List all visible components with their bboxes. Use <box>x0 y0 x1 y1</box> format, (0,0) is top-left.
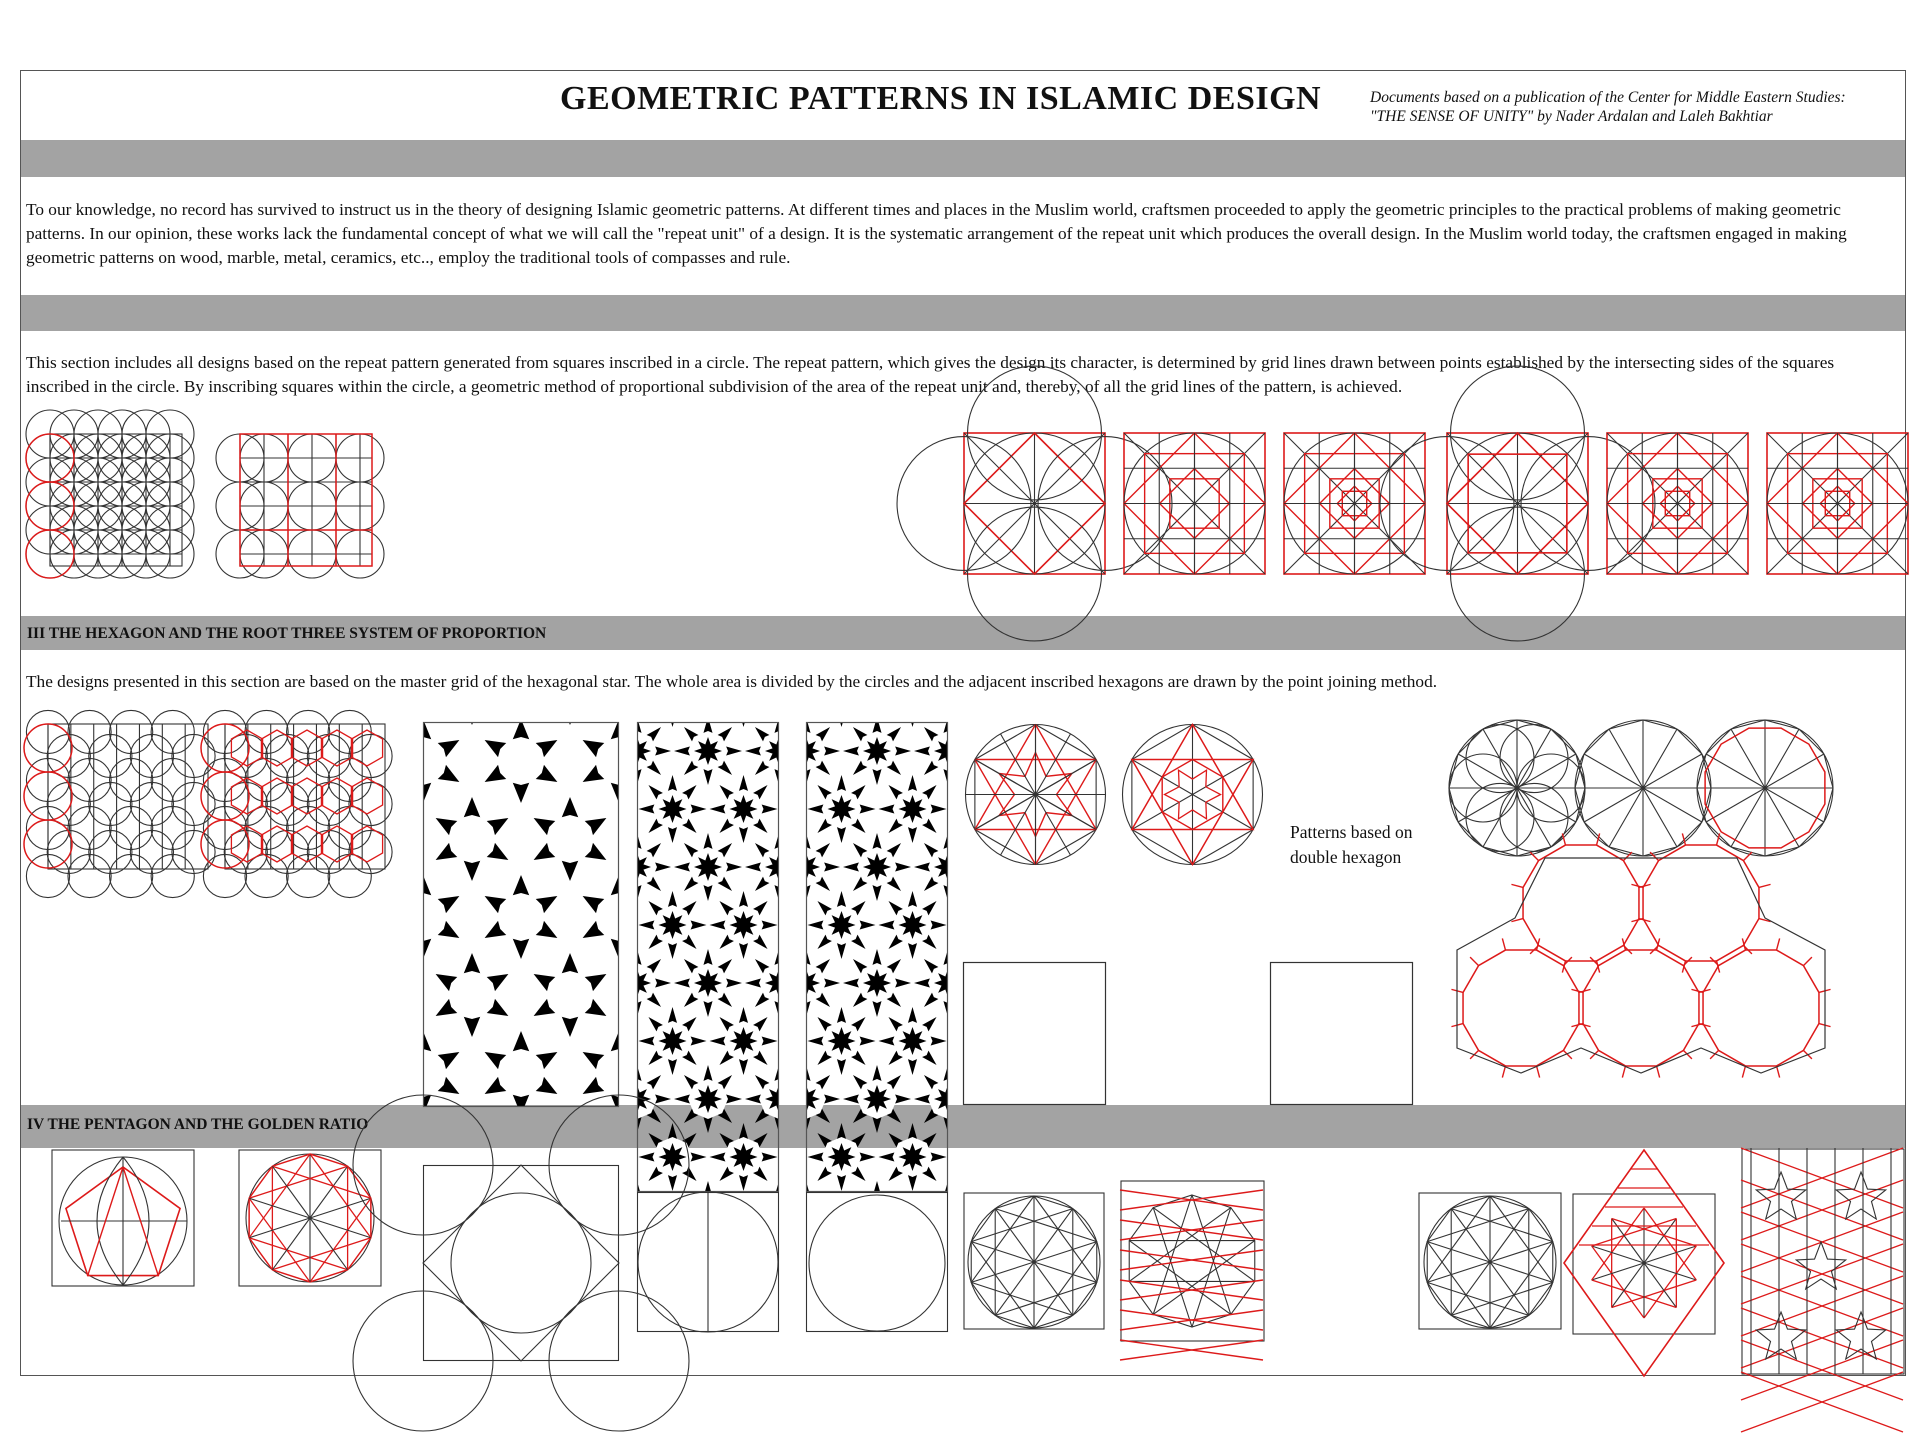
square-construction-5 <box>1606 432 1749 575</box>
hexagonal-star-construction-2 <box>1120 722 1265 867</box>
star-tiling-panel-1 <box>423 722 619 1107</box>
credit-line-2: "THE SENSE OF UNITY" by Nader Ardalan and Laleh Bakhtiar <box>1370 108 1773 125</box>
pentagon-construction-figure <box>51 1149 196 1289</box>
semicircle-pair-figure <box>637 1192 779 1332</box>
decagon-red-pattern-figure <box>1120 1180 1265 1342</box>
page-title: GEOMETRIC PATTERNS IN ISLAMIC DESIGN <box>560 80 1322 117</box>
square-construction-3 <box>1283 432 1426 575</box>
square-circle-grid-figure <box>22 432 197 572</box>
section-heading-pentagon: IV THE PENTAGON AND THE GOLDEN RATIO <box>27 1116 369 1133</box>
empty-square-1 <box>963 962 1107 1106</box>
credit-line-1: Documents based on a publication of the Center for Middle Eastern Studies: <box>1370 89 1846 106</box>
note-line-1: Patterns based on <box>1290 822 1413 842</box>
source-credit <box>1370 88 1900 126</box>
hexagon-circle-grid-figure <box>22 722 202 872</box>
diamond-red-pattern-figure <box>1562 1148 1732 1378</box>
decagon-star-figure-1 <box>963 1192 1106 1332</box>
hexagonal-star-construction-1 <box>963 722 1108 867</box>
section-heading-hexagon: III THE HEXAGON AND THE ROOT THREE SYSTEM OF PROPORTION <box>27 625 547 642</box>
note-line-2: double hexagon <box>1290 847 1402 867</box>
star-tiling-panel-3 <box>806 722 948 1192</box>
decagon-star-construction-figure <box>238 1149 383 1289</box>
intro-paragraph: To our knowledge, no record has survived to instruct us in the theory of designing Islamic geometric patterns. At different times and places in the Muslim world, craftsmen proceeded to apply the geometric principles to the practical problems of making geometric patterns. In our opinion, these works lack the fundamental concept of what we will call the "repeat unit" of a design. It is the systematic arrangement of the repeat unit which produces the overall design. In the Muslim world today, the craftsmen engaged in making geometric patterns on wood, marble, metal, ceramics, etc.., employ the traditional tools of compasses and rule. <box>26 200 1847 267</box>
decagon-star-figure-2 <box>1418 1192 1563 1332</box>
square-construction-1 <box>963 432 1106 575</box>
double-hexagon-note <box>1290 820 1412 870</box>
square-circle-grid-red-figure <box>215 432 385 572</box>
star-tiling-panel-2 <box>637 722 779 1192</box>
square-construction-6 <box>1766 432 1909 575</box>
section-band-intro <box>21 140 1905 177</box>
empty-square-2 <box>1270 962 1414 1106</box>
square-section-paragraph: This section includes all designs based on the repeat pattern generated from squares inscribed in a circle. The repeat pattern, which gives the design its character, is determined by grid lines drawn between points established by the intersecting sides of the squares inscribed in the circle. By inscribing squares within the circle, a geometric method of proportional subdivision of the area of the repeat unit and, thereby, of all the grid lines of the pattern, is achieved. <box>26 353 1835 396</box>
hexagon-circle-grid-red-figure <box>215 722 390 872</box>
quarter-circle-square-figure <box>423 1165 619 1361</box>
square-construction-2 <box>1123 432 1266 575</box>
double-hexagon-pattern-figure <box>1445 718 1845 1073</box>
pentagon-red-tiling-figure <box>1741 1148 1906 1376</box>
inscribed-circle-figure <box>806 1192 948 1332</box>
hexagon-section-paragraph: The designs presented in this section are based on the master grid of the hexagonal star. The whole area is divided by the circles and the adjacent inscribed hexagons are drawn by the point joining method. <box>26 672 1438 691</box>
section-band-square <box>21 295 1905 331</box>
square-construction-4 <box>1446 432 1589 575</box>
